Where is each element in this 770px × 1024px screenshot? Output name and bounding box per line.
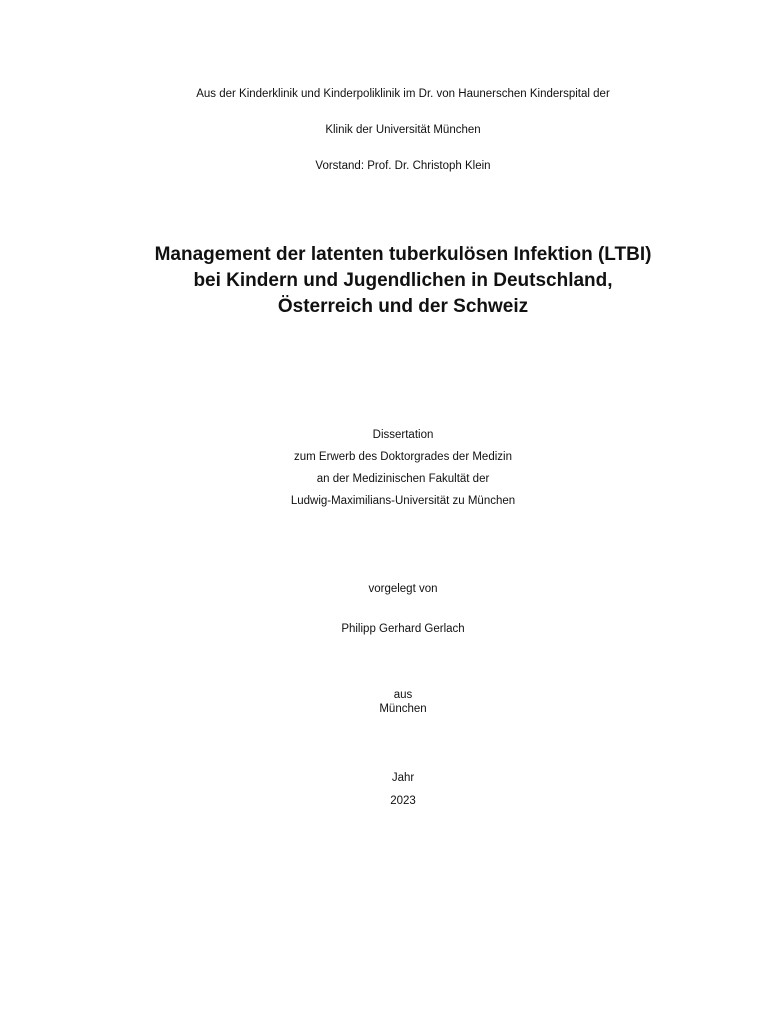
clinic-line: Aus der Kinderklinik und Kinderpoliklinik im Dr. von Haunerschen Kinderspital der bbox=[196, 88, 610, 100]
dissertation-purpose: zum Erwerb des Doktorgrades der Medizin bbox=[294, 451, 512, 463]
origin-city: München bbox=[379, 703, 427, 715]
dissertation-label: Dissertation bbox=[372, 429, 434, 441]
thesis-title-line-1: Management der latenten tuberkulösen Infektion (LTBI) bbox=[154, 244, 652, 265]
university-clinic: Klinik der Universität München bbox=[325, 124, 481, 136]
dissertation-university: Ludwig-Maximilians-Universität zu München bbox=[290, 495, 516, 507]
thesis-title-line-2: bei Kindern und Jugendlichen in Deutschland, bbox=[193, 270, 613, 291]
director-line: Vorstand: Prof. Dr. Christoph Klein bbox=[315, 160, 491, 172]
origin-label: aus bbox=[393, 689, 413, 701]
author-name: Philipp Gerhard Gerlach bbox=[341, 623, 465, 635]
year-value: 2023 bbox=[390, 795, 416, 807]
thesis-title-line-3: Österreich und der Schweiz bbox=[277, 296, 529, 317]
dissertation-faculty: an der Medizinischen Fakultät der bbox=[316, 473, 490, 485]
submitted-by-label: vorgelegt von bbox=[368, 583, 438, 595]
thesis-title bbox=[0, 242, 770, 320]
year-label: Jahr bbox=[391, 772, 415, 784]
